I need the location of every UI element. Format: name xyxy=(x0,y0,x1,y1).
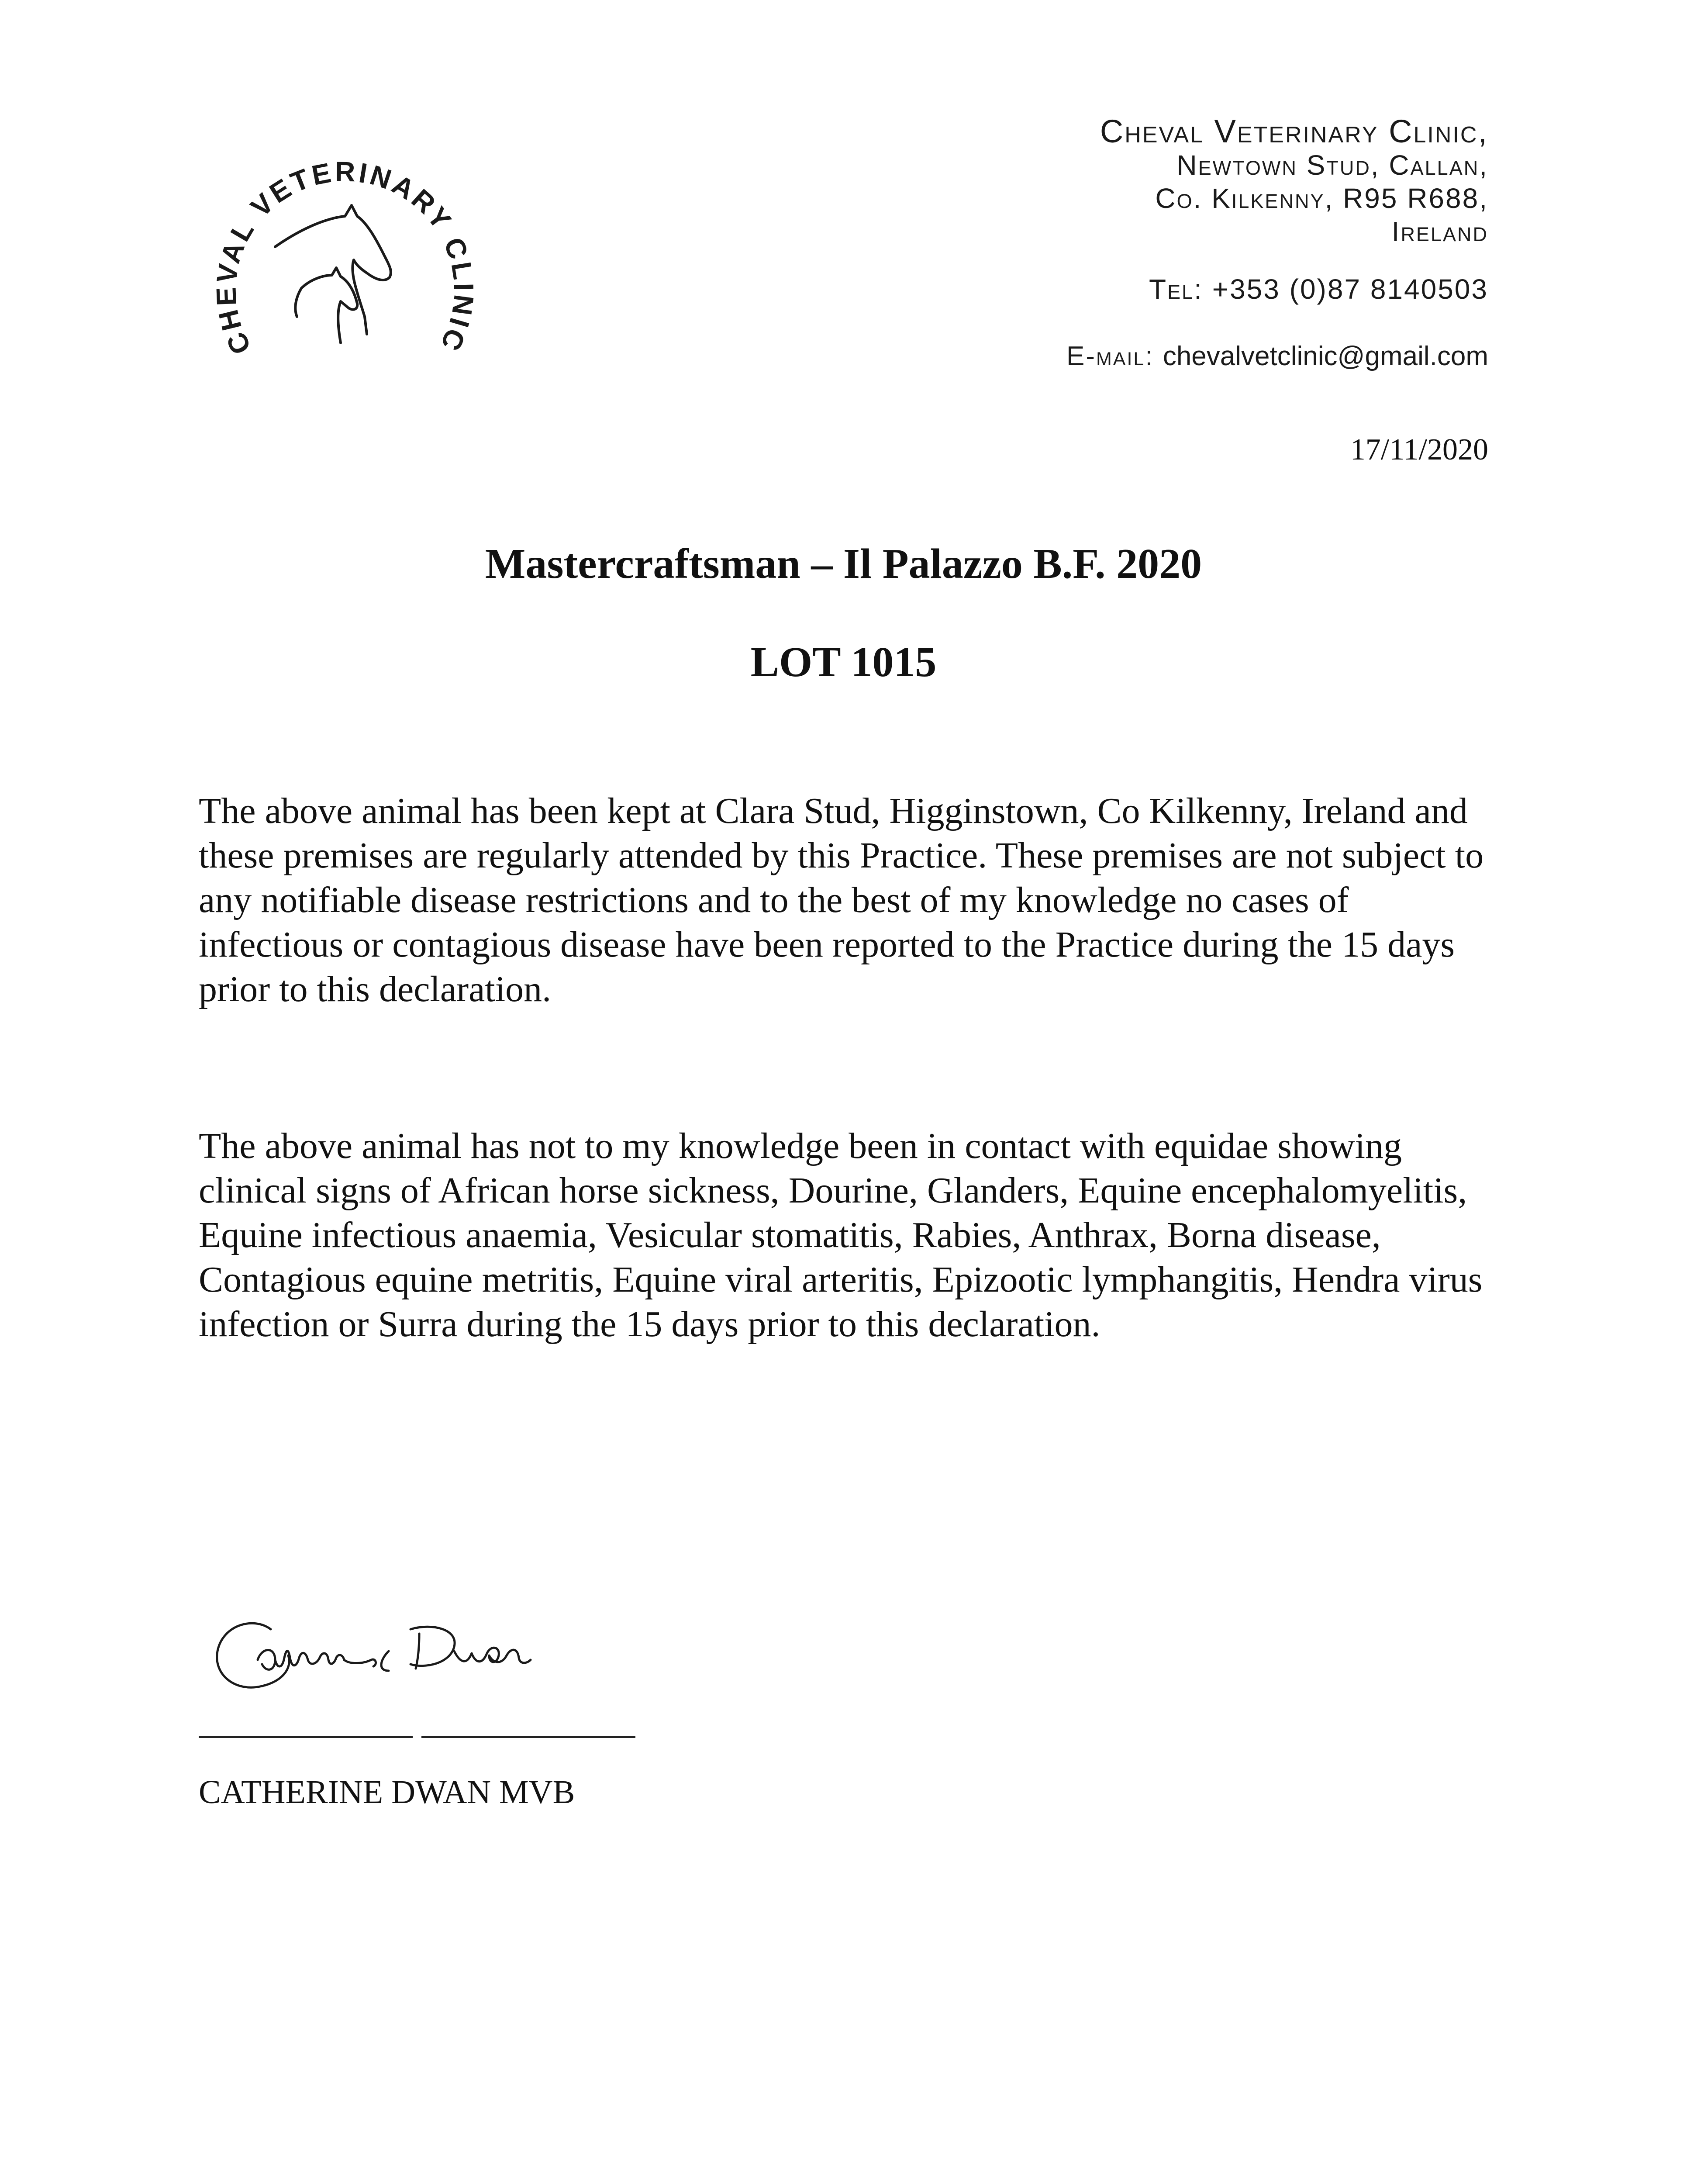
clinic-name: Cheval Veterinary Clinic, xyxy=(1100,113,1488,149)
clinic-phone: Tel: +353 (0)87 8140503 xyxy=(1149,273,1488,305)
clinic-email-row xyxy=(833,340,1488,373)
address-line: Co. Kilkenny, R95 R688, xyxy=(1155,183,1488,214)
signature-line xyxy=(199,1736,413,1738)
svg-text:CHEVAL VETERINARY CLINIC: CHEVAL VETERINARY CLINIC xyxy=(210,156,480,359)
horse-heads-icon xyxy=(275,205,391,343)
clinic-address xyxy=(833,114,1488,373)
declaration-paragraph-premises: The above animal has been kept at Clara Stud, Higginstown, Co Kilkenny, Ireland and these premises are regularly attended by this Practice. These premises are not subject to any notifiable disease restrictions and to the best of my knowledge no cases of infectious or contagious disease have been reported to the Practice during the 15 days prior to this declaration. xyxy=(199,791,1484,1009)
clinic-logo xyxy=(192,129,498,382)
handwritten-signature xyxy=(205,1599,598,1704)
lot-number: LOT 1015 xyxy=(750,639,937,686)
email-address: chevalvetclinic@gmail.com xyxy=(1163,341,1488,371)
letter-date: 17/11/2020 xyxy=(1350,433,1488,467)
email-label: E-mail: xyxy=(1066,341,1154,371)
signatory-name: CATHERINE DWAN MVB xyxy=(199,1774,575,1811)
address-line: Ireland xyxy=(1391,216,1488,247)
declaration-paragraph-contact: The above animal has not to my knowledge been in contact with equidae showing clinical signs of African horse sickness, Dourine, Glanders, Equine encephalomyelitis, Equine infectious anaemia, Vesicular stomatitis, Rabies, Anthrax, Borna disease, Contagious equine metritis, Equine viral arteritis, Epizootic lymphangitis, Hendra virus infection or Surra during the 15 days prior to this declaration. xyxy=(199,1126,1483,1344)
document-title: Mastercraftsman – Il Palazzo B.F. 2020 xyxy=(485,540,1202,587)
signature-line xyxy=(421,1736,635,1738)
address-line: Newtown Stud, Callan, xyxy=(1176,149,1488,181)
